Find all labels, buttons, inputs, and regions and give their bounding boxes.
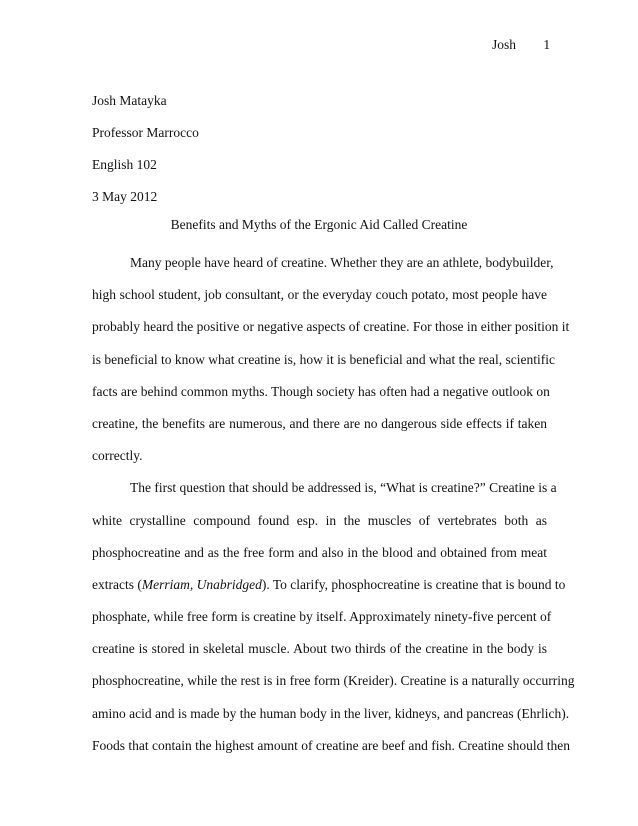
professor-name: Professor Marrocco — [92, 125, 199, 140]
essay-title: Benefits and Myths of the Ergonic Aid Called Creatine — [170, 217, 468, 232]
text-line: high school student, job consultant, or the everyday couch potato, most people have — [92, 287, 547, 303]
text-line: phosphocreatine and as the free form and also in the blood and obtained from meat — [92, 544, 547, 560]
text-line: amino acid and is made by the human body in the liver, kidneys, and pancreas (Ehrlich). — [92, 705, 570, 721]
text-line: probably heard the positive or negative aspects of creatine. For those in either position it — [92, 319, 570, 335]
submission-date: 3 May 2012 — [92, 189, 158, 204]
text-line: phosphate, while free form is creatine by itself. Approximately ninety-five percent of — [92, 609, 552, 625]
text-line: phosphocreatine, while the rest is in free form (Kreider). Creatine is a naturally occurring — [92, 673, 575, 689]
student-name: Josh Matayka — [92, 93, 167, 108]
running-head — [492, 37, 550, 53]
text-line: creatine is stored in skeletal muscle. About two thirds of the creatine in the body is — [92, 641, 547, 657]
course-name: English 102 — [92, 157, 157, 172]
text-span: ). To clarify, phosphocreatine is creatine that is bound to — [261, 576, 566, 592]
page-number: 1 — [543, 37, 551, 52]
text-line: Many people have heard of creatine. Whether they are an athlete, bodybuilder, — [130, 255, 554, 270]
mla-heading — [92, 92, 199, 220]
text-line — [92, 569, 566, 601]
text-line: creatine, the benefits are numerous, and there are no dangerous side effects if taken — [92, 415, 547, 431]
text-line: white crystalline compound found esp. in the muscles of vertebrates both as — [92, 512, 547, 528]
text-span: extracts ( — [92, 576, 142, 592]
text-line: is beneficial to know what creatine is, how it is beneficial and what the real, scientific — [92, 351, 555, 367]
text-line: facts are behind common myths. Though society has often had a negative outlook on — [92, 383, 550, 399]
text-line: The first question that should be addressed is, “What is creatine?” Creatine is a — [130, 480, 557, 496]
running-head-surname: Josh — [492, 37, 517, 52]
essay-body — [92, 247, 575, 762]
citation-italic: Merriam, Unabridged — [141, 576, 262, 592]
text-line: Foods that contain the highest amount of creatine are beef and fish. Creatine should then — [92, 737, 570, 753]
text-line: correctly. — [92, 448, 143, 464]
